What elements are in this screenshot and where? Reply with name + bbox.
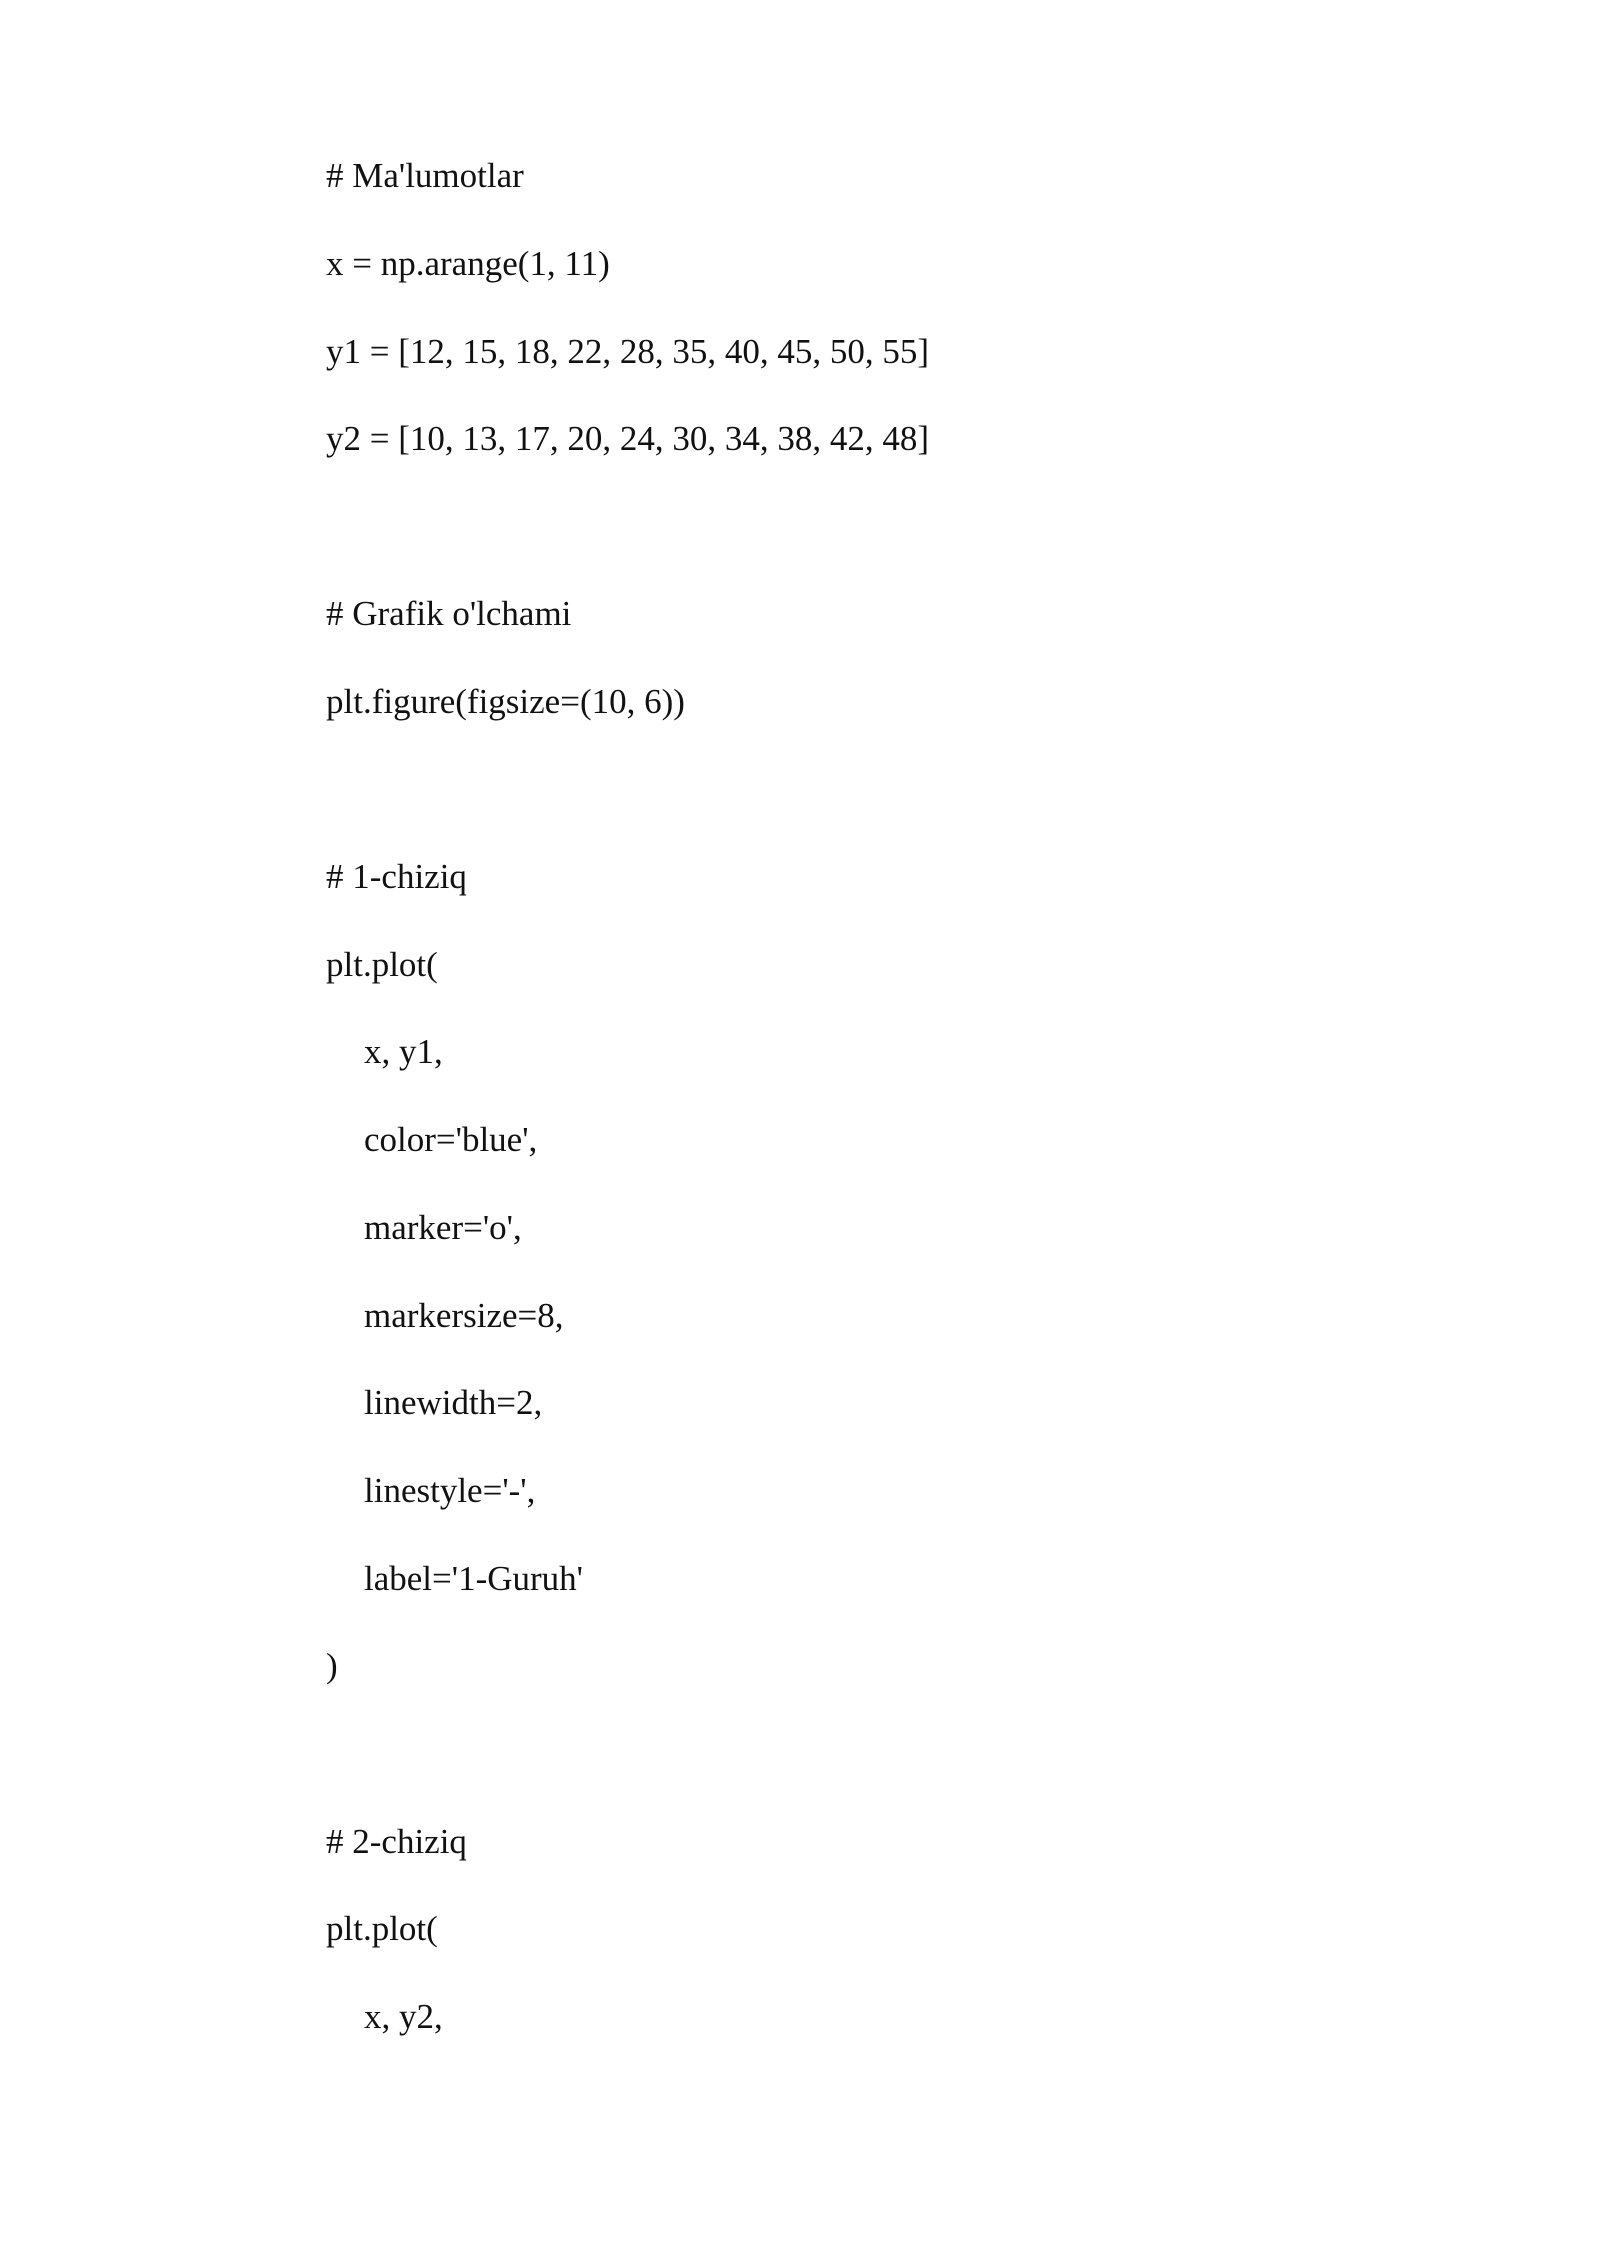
code-line: plt.plot( bbox=[326, 945, 438, 984]
code-line: linewidth=2, bbox=[364, 1383, 543, 1422]
code-line: marker='o', bbox=[364, 1208, 522, 1247]
code-line: plt.figure(figsize=(10, 6)) bbox=[326, 682, 685, 721]
code-line: x = np.arange(1, 11) bbox=[326, 244, 610, 283]
code-comment: # Ma'lumotlar bbox=[326, 156, 524, 195]
code-line: y1 = [12, 15, 18, 22, 28, 35, 40, 45, 50, 55] bbox=[326, 332, 930, 371]
code-line: x, y2, bbox=[364, 1997, 443, 2036]
code-line: y2 = [10, 13, 17, 20, 24, 30, 34, 38, 42, 48] bbox=[326, 419, 930, 458]
code-comment: # 2-chiziq bbox=[326, 1822, 467, 1861]
code-line: label='1-Guruh' bbox=[364, 1559, 583, 1598]
code-comment: # Grafik o'lchami bbox=[326, 594, 572, 633]
code-line: markersize=8, bbox=[364, 1296, 564, 1335]
code-line: color='blue', bbox=[364, 1120, 538, 1159]
code-line: plt.plot( bbox=[326, 1909, 438, 1948]
code-line: linestyle='-', bbox=[364, 1471, 536, 1510]
code-comment: # 1-chiziq bbox=[326, 857, 467, 896]
code-line: ) bbox=[326, 1646, 338, 1685]
code-line: x, y1, bbox=[364, 1032, 443, 1071]
